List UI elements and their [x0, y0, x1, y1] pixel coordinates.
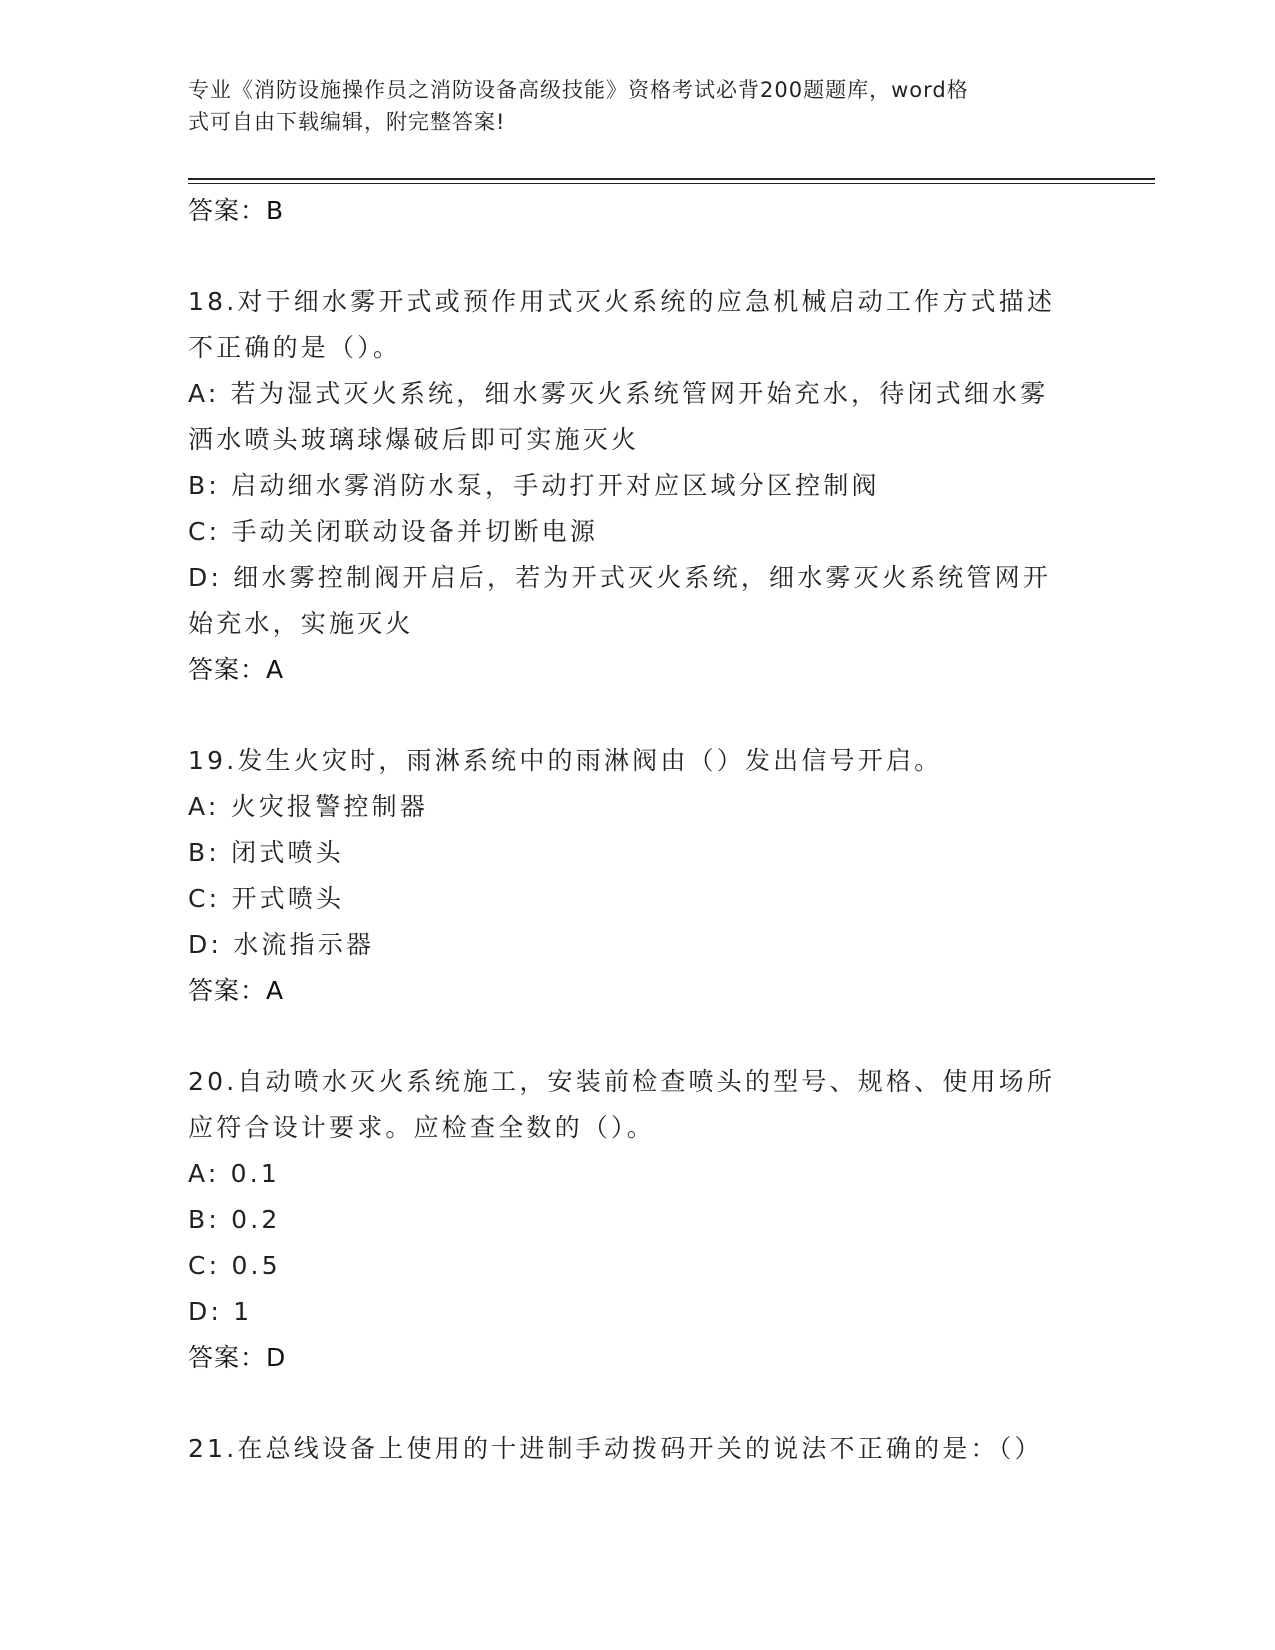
question-19 [188, 738, 1088, 1014]
answer-line-prev [188, 188, 1088, 234]
option-key: C: [188, 1251, 221, 1280]
option-key: B: [188, 838, 220, 867]
answer-value: A [266, 976, 285, 1005]
question-18 [188, 279, 1088, 693]
option-c [188, 509, 1088, 555]
question-stem-line [188, 738, 1088, 784]
question-number: 21. [188, 1434, 238, 1463]
question-stem-line: 应符合设计要求。应检查全数的（）。 [188, 1113, 655, 1142]
answer-label: 答案： [188, 655, 267, 684]
header-line-2: 式可自由下载编辑，附完整答案! [188, 110, 506, 134]
answer-value: B [266, 196, 285, 225]
option-text: 0.1 [230, 1159, 281, 1188]
answer-line [188, 968, 1088, 1014]
option-key: A: [188, 792, 220, 821]
question-text: 发生火灾时，雨淋系统中的雨淋阀由（）发出信号开启。 [237, 746, 943, 775]
option-key: A: [188, 1159, 220, 1188]
document-header [188, 74, 1068, 138]
option-text: 手动关闭联动设备并切断电源 [231, 517, 599, 546]
question-20 [188, 1059, 1088, 1381]
header-line-1: 专业《消防设施操作员之消防设备高级技能》资格考试必背200题题库，word格 [188, 78, 969, 102]
answer-label: 答案： [188, 1343, 267, 1372]
option-text: 细水雾控制阀开启后，若为开式灭火系统，细水雾灭火系统管网开 [233, 563, 1052, 592]
option-b [188, 830, 1088, 876]
question-list [188, 188, 1088, 1472]
option-key: D: [188, 563, 223, 592]
question-21 [188, 1426, 1088, 1472]
question-text: 对于细水雾开式或预作用式灭火系统的应急机械启动工作方式描述 [237, 287, 1056, 316]
question-text: 在总线设备上使用的十进制手动拨码开关的说法不正确的是：（） [237, 1434, 1043, 1463]
option-key: A: [188, 379, 220, 408]
header-divider-thick [188, 178, 1155, 180]
header-divider-thin [188, 183, 1155, 184]
question-number: 19. [188, 746, 238, 775]
option-text: 1 [233, 1297, 253, 1326]
answer-value: A [266, 655, 285, 684]
spacer [188, 1381, 1088, 1426]
answer-line [188, 647, 1088, 693]
option-text: 启动细水雾消防水泵，手动打开对应区域分区控制阀 [231, 471, 880, 500]
option-key: D: [188, 930, 223, 959]
answer-value: D [266, 1343, 287, 1372]
option-key: B: [188, 471, 220, 500]
option-c [188, 876, 1088, 922]
option-a-continued: 洒水喷头玻璃球爆破后即可实施灭火 [188, 425, 640, 454]
question-number: 18. [188, 287, 238, 316]
spacer [188, 1014, 1088, 1059]
spacer [188, 234, 1088, 279]
option-d [188, 922, 1088, 968]
question-number: 20. [188, 1067, 238, 1096]
option-key: C: [188, 884, 221, 913]
option-a [188, 1151, 1088, 1197]
answer-label: 答案： [188, 196, 267, 225]
question-stem-line [188, 279, 1088, 325]
option-b [188, 463, 1088, 509]
option-key: C: [188, 517, 221, 546]
option-text: 闭式喷头 [231, 838, 344, 867]
question-stem-line [188, 1426, 1088, 1472]
answer-line [188, 1335, 1088, 1381]
question-stem-line [188, 1059, 1088, 1105]
option-d [188, 555, 1088, 601]
question-stem-line: 不正确的是（）。 [188, 333, 402, 362]
answer-label: 答案： [188, 976, 267, 1005]
option-text: 火灾报警控制器 [230, 792, 429, 821]
question-text: 自动喷水灭火系统施工，安装前检查喷头的型号、规格、使用场所 [237, 1067, 1056, 1096]
option-key: D: [188, 1297, 223, 1326]
option-text: 若为湿式灭火系统，细水雾灭火系统管网开始充水，待闭式细水雾 [230, 379, 1049, 408]
option-key: B: [188, 1205, 220, 1234]
option-text: 0.2 [231, 1205, 281, 1234]
option-d-continued: 始充水，实施灭火 [188, 609, 414, 638]
option-c [188, 1243, 1088, 1289]
option-text: 水流指示器 [233, 930, 375, 959]
option-b [188, 1197, 1088, 1243]
option-text: 0.5 [231, 1251, 281, 1280]
option-a [188, 371, 1088, 417]
spacer [188, 693, 1088, 738]
option-d [188, 1289, 1088, 1335]
option-a [188, 784, 1088, 830]
option-text: 开式喷头 [231, 884, 345, 913]
